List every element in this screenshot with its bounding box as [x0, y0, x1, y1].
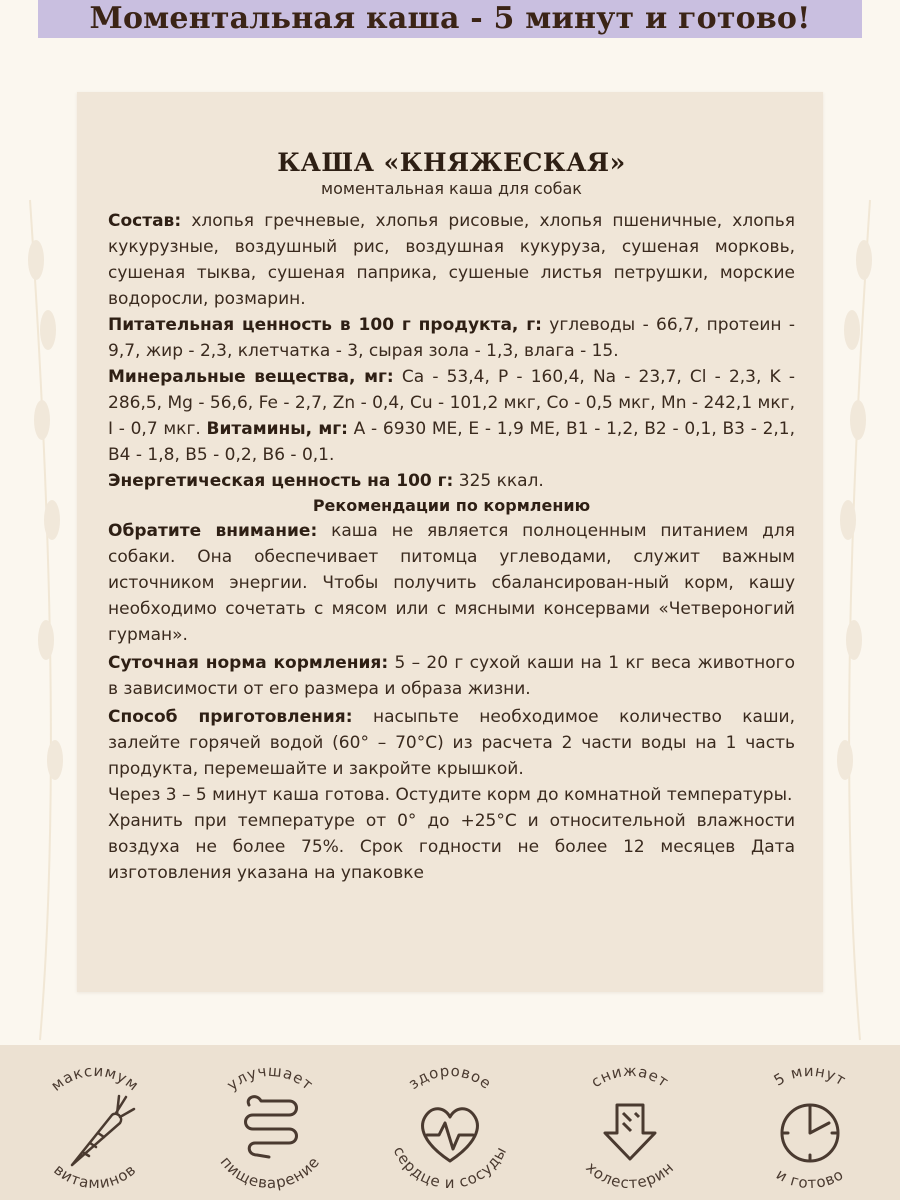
daily-norm-label: Суточная норма кормления: — [108, 653, 389, 673]
recommendations-heading: Рекомендации по кормлению — [312, 496, 591, 515]
daily-norm-text: 5 – 20 г сухой каши на 1 кг веса животного в зависимости от его размера и образа жизни. — [108, 653, 796, 699]
composition-text: хлопья гречневые, хлопья рисовые, хлопья пшеничные, хлопья кукурузные, воздушный рис, воздушная кукуруза, сушеная морковь, сушеная тыква, сушеная паприка, сушеные листья петрушки, морские водоросли, розмарин. — [108, 211, 795, 309]
minerals-text: Ca - 53,4, P - 160,4, Na - 23,7, Cl - 2,3, K - 286,5, Mg - 56,6, Fe - 2,7, Zn - 0,4, Cu - 101,2 мкг, Co - 0,5 мкг, Mn - 242,1 мкг, I - 0,7 мкг. — [108, 367, 795, 439]
badge-cholesterol-top: снижает — [587, 1061, 673, 1092]
badge-5-minutes-top: 5 минут — [770, 1061, 850, 1090]
benefits-band — [0, 1045, 900, 1200]
intestine-icon — [246, 1097, 297, 1157]
down-arrow-icon — [605, 1105, 655, 1159]
nutrition-text: углеводы - 66,7, протеин - 9,7, жир - 2,3, клетчатка - 3, сырая зола - 1,3, влага - 15. — [108, 315, 795, 361]
minerals-paragraph — [108, 364, 795, 468]
nutrition-label: Питательная ценность в 100 г продукта, г: — [108, 315, 542, 335]
vitamins-text: A - 6930 МЕ, E - 1,9 МЕ, B1 - 1,2, B2 - 0,1, B3 - 2,1, B4 - 1,8, B5 - 0,2, B6 - 0,1. — [108, 419, 796, 465]
preparation-paragraph — [108, 704, 795, 782]
energy-text: 325 ккал. — [453, 471, 544, 491]
preparation-label: Способ приготовления: — [108, 707, 353, 727]
attention-text: каша не является полноценным питанием для собаки. Она обеспечивает питомца углеводами, служит важным источником энергии. Чтобы получить сбалансирован-ный корм, кашу необходимо сочетать с мясом или с мясными консервами «Четвероногий гурман». — [108, 521, 796, 645]
banner-title: Моментальная каша - 5 минут и готово! — [89, 1, 811, 36]
badge-digestion-top: улучшает — [223, 1061, 317, 1095]
badge-cholesterol — [555, 1057, 705, 1197]
top-banner — [38, 0, 862, 38]
attention-label: Обратите внимание: — [108, 521, 318, 541]
badge-heart — [375, 1057, 525, 1197]
energy-label: Энергетическая ценность на 100 г: — [108, 471, 454, 491]
heart-pulse-icon — [423, 1109, 478, 1161]
attention-paragraph — [108, 518, 795, 648]
minerals-label: Минеральные вещества, мг: — [108, 367, 394, 387]
badge-digestion-bottom: пищеварение — [216, 1152, 324, 1193]
daily-norm-paragraph — [108, 650, 795, 702]
badge-5-minutes — [735, 1057, 885, 1197]
clock-icon — [782, 1105, 838, 1161]
badge-heart-top: здоровое — [404, 1061, 496, 1093]
badge-5-minutes-bottom: и готово — [773, 1165, 847, 1193]
carrot-icon — [72, 1096, 134, 1165]
badge-digestion — [195, 1057, 345, 1197]
product-info-card — [77, 92, 823, 992]
ready-paragraph: Через 3 – 5 минут каша готова. Остудите корм до комнатной температуры. — [108, 785, 793, 805]
storage-paragraph: Хранить при температуре от 0° до +25°С и относительной влажности воздуха не более 75%. Срок годности не более 12 месяцев Дата изготовления указана на упаковке — [108, 811, 795, 883]
energy-paragraph — [108, 468, 795, 494]
product-subtitle: моментальная каша для собак — [321, 179, 582, 198]
preparation-text: насыпьте необходимое количество каши, залейте горячей водой (60° – 70°С) из расчета 2 части воды на 1 часть продукта, перемешайте и закройте крышкой. — [108, 707, 795, 779]
badge-heart-bottom: сердце и сосуды — [389, 1143, 511, 1193]
badge-vitamins-top: максимум — [47, 1061, 143, 1095]
badge-cholesterol-bottom: холестерин — [582, 1158, 678, 1193]
vitamins-label: Витамины, мг: — [206, 419, 348, 439]
composition-label: Состав: — [108, 211, 182, 231]
badge-vitamins — [20, 1057, 170, 1197]
badge-vitamins-bottom: витаминов — [50, 1160, 140, 1193]
nutrition-paragraph — [108, 312, 795, 364]
composition-paragraph — [108, 208, 795, 312]
product-title: КАША «КНЯЖЕСКАЯ» — [277, 148, 626, 177]
